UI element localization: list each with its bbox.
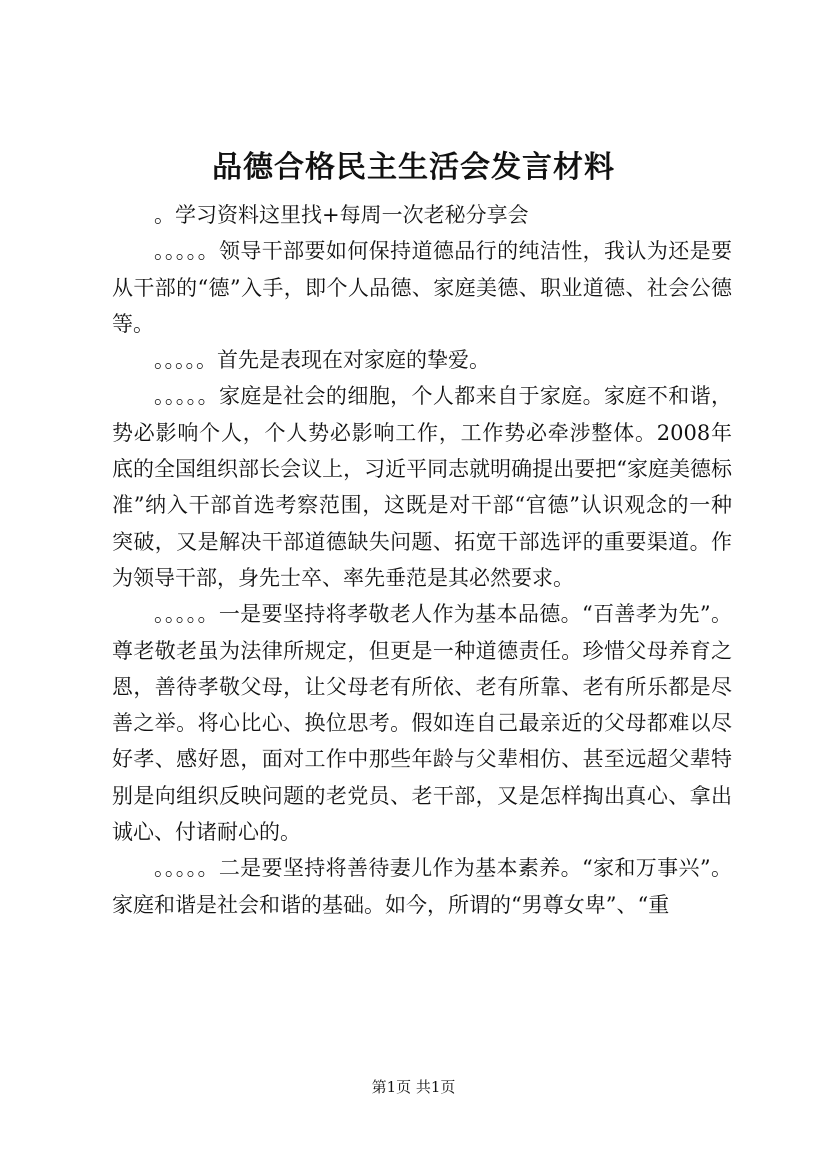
paragraph: 。。。。。领导干部要如何保持道德品行的纯洁性，我认为还是要从干部的“德”入手，即个人品德、家庭美德、职业道德、社会公德等。 bbox=[112, 239, 732, 336]
page-footer: 第1页 共1页 bbox=[371, 1078, 456, 1096]
paragraph: 。。。。。一是要坚持将孝敬老人作为基本品德。“百善孝为先”。尊老敬老虽为法律所规定，但更是一种道德责任。珍惜父母养育之恩，善待孝敬父母，让父母老有所依、老有所靠、老有所乐都是尽善之举。将心比心、换位思考。假如连自己最亲近的父母都难以尽好孝、感好恩，面对工作中那些年龄与父辈相仿、甚至远超父辈特别是向组织反映问题的老党员、老干部，又是怎样掏出真心、拿出诚心、付诸耐心的。 bbox=[112, 602, 732, 845]
paragraph: 。。。。。首先是表现在对家庭的挚爱。 bbox=[154, 348, 490, 373]
document-body bbox=[112, 197, 732, 923]
paragraph: 。学习资料这里找+每周一次老秘分享会 bbox=[154, 203, 529, 227]
paragraph: 。。。。。家庭是社会的细胞，个人都来自于家庭。家庭不和谐，势必影响个人，个人势必影响工作，工作势必牵涉整体。2008年底的全国组织部长会议上，习近平同志就明确提出要把“家庭美德标准”纳入干部首选考察范围，这既是对干部“官德”认识观念的一种突破，又是解决干部道德缺失问题、拓宽干部选评的重要渠道。作为领导干部，身先士卒、率先垂范是其必然要求。 bbox=[112, 384, 732, 590]
document-title: 品德合格民主生活会发言材料 bbox=[212, 150, 615, 185]
paragraph: 。。。。。二是要坚持将善待妻儿作为基本素养。“家和万事兴”。家庭和谐是社会和谐的基础。如今，所谓的“男尊女卑”、“重 bbox=[112, 856, 732, 917]
